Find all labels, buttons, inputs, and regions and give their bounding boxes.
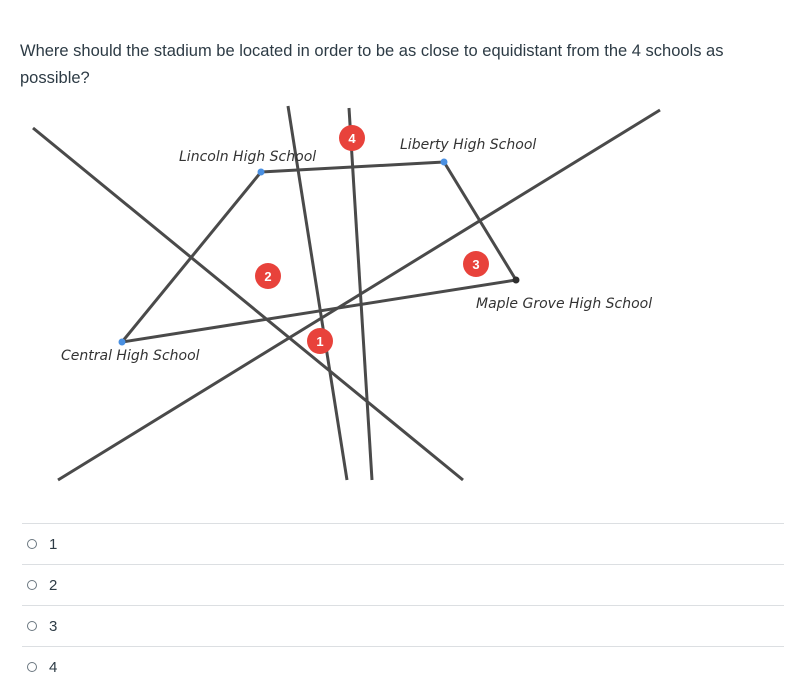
marker-2-number: 2 [264, 269, 272, 284]
maple-point [513, 277, 520, 284]
lincoln-label: Lincoln High School [179, 149, 317, 165]
marker-2 [255, 263, 281, 289]
lincoln-point [258, 169, 265, 176]
marker-1-number: 1 [316, 334, 324, 349]
answer-label: 3 [49, 617, 58, 635]
answer-label: 4 [49, 658, 58, 676]
diagonal-line-nw-se [33, 128, 463, 480]
central-label: Central High School [61, 348, 200, 364]
answer-label: 2 [49, 576, 58, 594]
marker-4-number: 4 [348, 131, 356, 146]
question-text: Where should the stadium be located in order to be as close to equidistant from the 4 schools as possible? [20, 42, 724, 87]
answer-list [22, 523, 784, 687]
edge-central-lincoln [122, 172, 261, 342]
answer-label: 1 [49, 535, 58, 553]
radio-button[interactable] [27, 580, 37, 590]
radio-button[interactable] [27, 539, 37, 549]
answer-option-4[interactable] [22, 646, 784, 687]
radio-button[interactable] [27, 662, 37, 672]
marker-1 [307, 328, 333, 354]
liberty-label: Liberty High School [400, 137, 537, 153]
marker-4 [339, 125, 365, 151]
marker-3-number: 3 [472, 257, 480, 272]
answer-option-2[interactable] [22, 564, 784, 605]
answer-option-3[interactable] [22, 605, 784, 646]
central-point [119, 339, 126, 346]
answer-option-1[interactable] [22, 523, 784, 564]
marker-3 [463, 251, 489, 277]
liberty-point [441, 159, 448, 166]
radio-button[interactable] [27, 621, 37, 631]
maple-label: Maple Grove High School [476, 296, 653, 312]
vertical-line-right [349, 108, 372, 480]
